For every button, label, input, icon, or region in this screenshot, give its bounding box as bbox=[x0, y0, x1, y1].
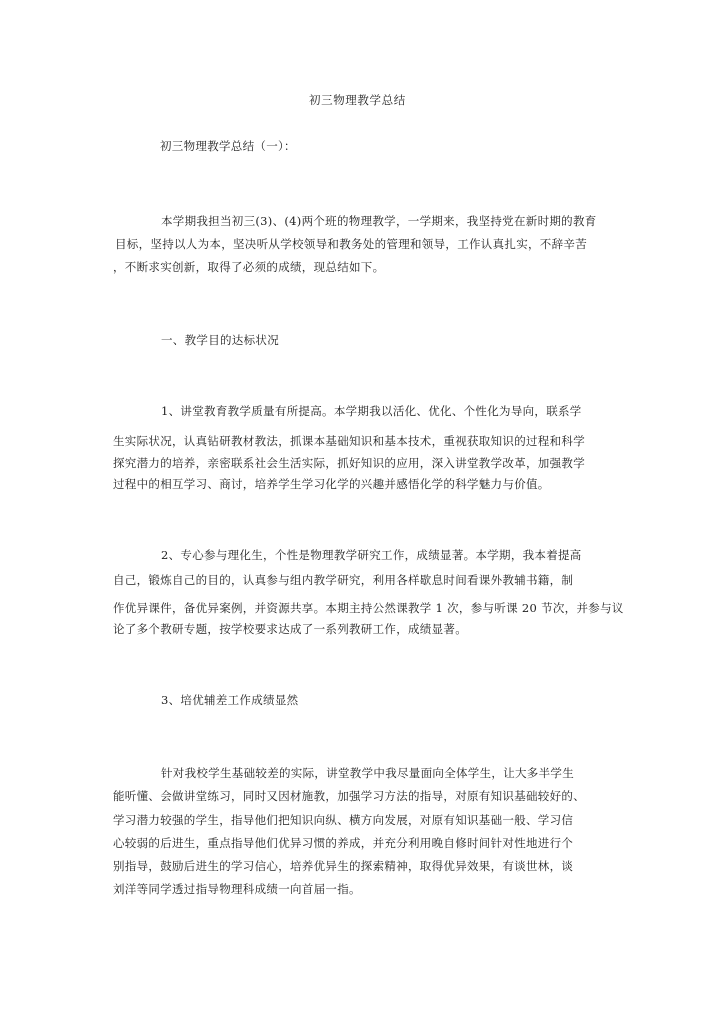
intro-line: 本学期我担当初三(3)、(4)两个班的物理教学，一学期来，我坚持党在新时期的教育 bbox=[161, 214, 597, 228]
item2-line: 2、专心参与理化生，个性是物理教学研究工作，成绩显著。本学期，我本着提高 bbox=[161, 548, 582, 562]
item2-line: 作优异课件，备优异案例，并资源共享。本期主持公然课教学 1 次，参与听课 20 节次，并参与议 bbox=[113, 601, 624, 615]
document-subtitle: 初三物理教学总结（一）： bbox=[160, 139, 296, 153]
item3-line: 心较弱的后进生，重点指导他们优异习惯的养成，并充分利用晚自修时间针对性地进行个 bbox=[113, 836, 574, 850]
item3-line: 能听懂、会做讲堂练习，同时又因材施教，加强学习方法的指导，对原有知识基础较好的、 bbox=[113, 789, 585, 803]
item1-line: 生实际状况，认真钻研教材教法，抓课本基础知识和基本技术，重视获取知识的过程和科学 bbox=[113, 434, 585, 448]
item3-heading: 3、培优辅差工作成绩显然 bbox=[161, 693, 299, 707]
item3-line: 别指导，鼓励后进生的学习信心，培养优异生的探索精神，取得优异效果，有谈世林，谈 bbox=[113, 859, 574, 873]
item3-line: 刘洋等同学透过指导物理科成绩一向首届一指。 bbox=[113, 882, 361, 896]
item2-line: 论了多个教研专题，按学校要求达成了一系列教研工作，成绩显著。 bbox=[113, 622, 467, 636]
item1-line: 1、讲堂教育教学质量有所提高。本学期我以活化、优化、个性化为导向，联系学 bbox=[161, 404, 582, 418]
item1-line: 探究潜力的培养，亲密联系社会生活实际，抓好知识的应用，深入讲堂教学改革，加强教学 bbox=[113, 456, 585, 470]
item3-line: 学习潜力较强的学生，指导他们把知识向纵、横方向发展，对原有知识基础一般、学习信 bbox=[113, 813, 574, 827]
item3-line: 针对我校学生基础较差的实际，讲堂教学中我尽量面向全体学生，让大多半学生 bbox=[161, 766, 574, 780]
document-title: 初三物理教学总结 bbox=[309, 93, 406, 107]
intro-line: 目标，坚持以人为本，坚决听从学校领导和教务处的管理和领导，工作认真扎实，不辞辛苦 bbox=[115, 237, 587, 251]
intro-line: ，不断求实创新，取得了必须的成绩，现总结如下。 bbox=[113, 260, 385, 274]
section-heading: 一、教学目的达标状况 bbox=[161, 333, 279, 347]
item1-line: 过程中的相互学习、商讨，培养学生学习化学的兴趣并感悟化学的科学魅力与价值。 bbox=[113, 477, 550, 491]
item2-line: 自己，锻炼自己的目的，认真参与组内教学研究，利用各样歇息时间看课外教辅书籍，制 bbox=[113, 573, 574, 587]
